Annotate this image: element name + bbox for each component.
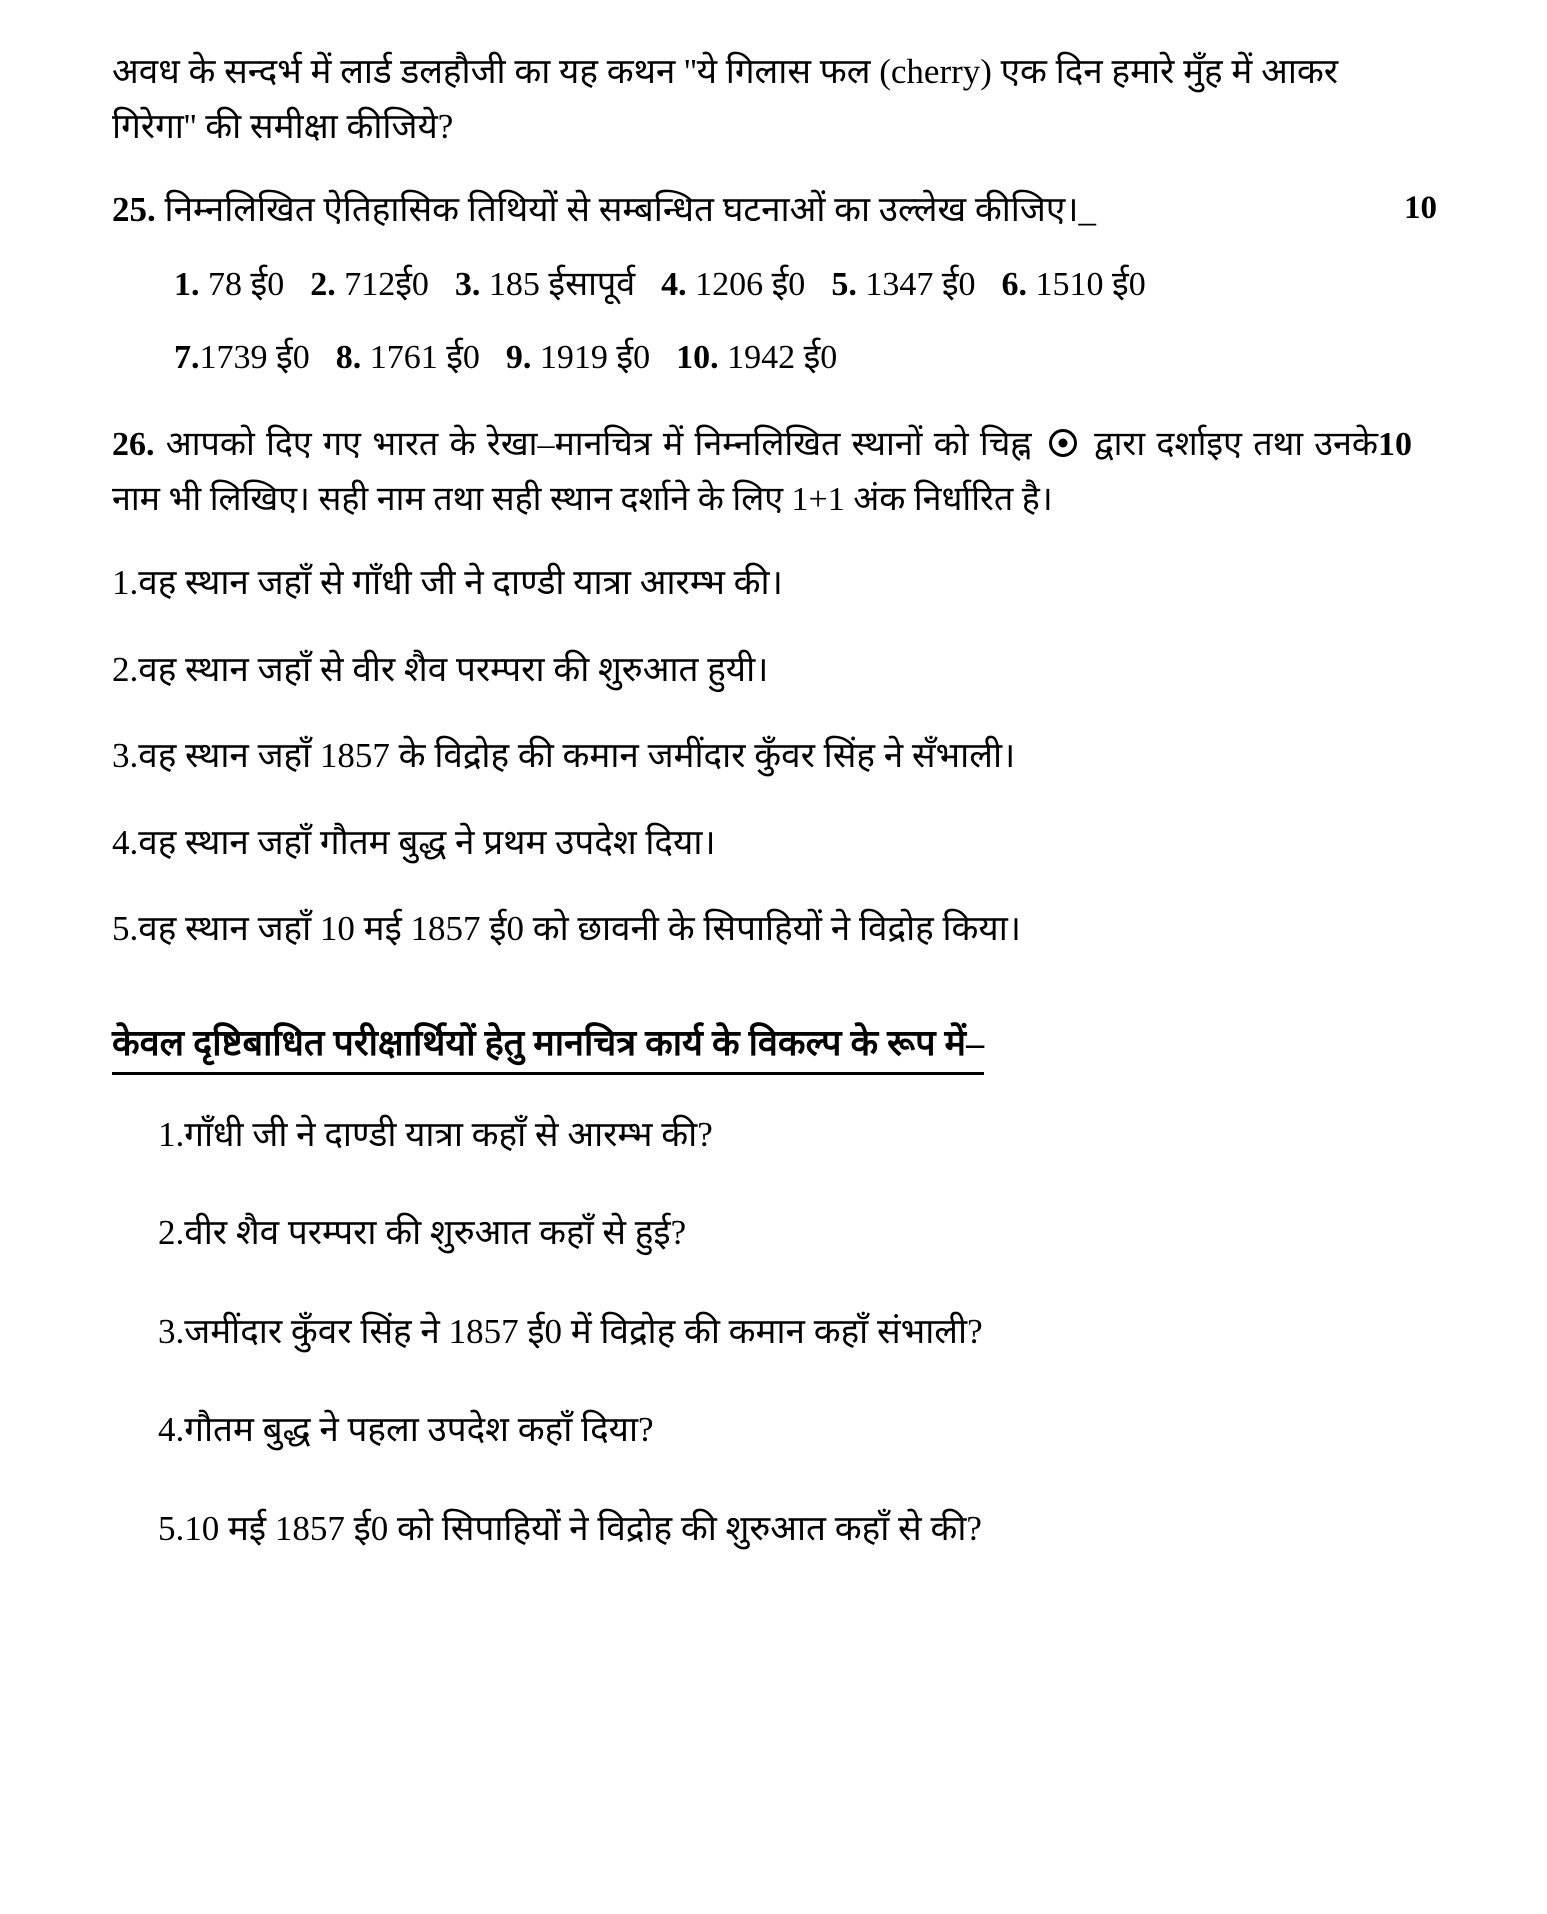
date-value: 1739 ई0 bbox=[199, 338, 310, 376]
visually-impaired-questions-list bbox=[158, 1109, 1447, 1556]
date-value: 1919 ई0 bbox=[539, 338, 651, 376]
date-value: 1347 ई0 bbox=[865, 265, 976, 303]
date-value: 1942 ई0 bbox=[727, 338, 838, 376]
alt-question-item: 5.10 मई 1857 ई0 को सिपाहियों ने विद्रोह की शुरुआत कहाँ से की? bbox=[158, 1508, 982, 1548]
date-number: 3. bbox=[454, 265, 481, 303]
date-value: 1206 ई0 bbox=[695, 265, 806, 303]
intro-question-paragraph bbox=[112, 44, 1402, 155]
date-item bbox=[676, 332, 837, 383]
date-number: 1. bbox=[174, 265, 200, 303]
question-26-text-part-1: आपको दिए गए भारत के रेखा–मानचित्र में निम्नलिखित स्थानों को चिह्न bbox=[165, 425, 1043, 463]
question-25-marks: 10 bbox=[1404, 189, 1437, 226]
question-25-number: 25. bbox=[112, 189, 156, 229]
date-item bbox=[174, 259, 284, 310]
alt-question-item: 2.वीर शैव परम्परा की शुरुआत कहाँ से हुई? bbox=[158, 1213, 687, 1252]
filled-circle-marker-icon bbox=[1049, 429, 1077, 457]
place-item: 4.वह स्थान जहाँ गौतम बुद्ध ने प्रथम उपदेश दिया। bbox=[112, 822, 716, 862]
date-item bbox=[174, 332, 310, 383]
question-26-text-part-2: द्वारा दर्शाइए तथा उनके नाम भी लिखिए। सही नाम तथा सही स्थान दर्शाने के लिए 1+1 अंक निर्धारित है। bbox=[112, 425, 1379, 518]
date-value: 1510 ई0 bbox=[1035, 265, 1146, 303]
date-number: 5. bbox=[831, 265, 857, 303]
date-number: 2. bbox=[310, 265, 336, 303]
date-item bbox=[831, 259, 975, 310]
date-item bbox=[661, 259, 805, 310]
visually-impaired-heading-wrap bbox=[112, 990, 1447, 1085]
alt-question-item: 4.गौतम बुद्ध ने पहला उपदेश कहाँ दिया? bbox=[158, 1410, 654, 1449]
question-25-row bbox=[112, 183, 1447, 237]
question-26-places-list bbox=[112, 557, 1447, 956]
date-item bbox=[455, 259, 635, 310]
date-item bbox=[1002, 259, 1146, 310]
question-25-dates-row-1 bbox=[174, 259, 1447, 310]
date-value: 1761 ई0 bbox=[369, 338, 480, 376]
intro-question-text-after: एक दिन हमारे मुँह में आकर गिरेगा'' की समीक्षा कीजिये? bbox=[112, 52, 1339, 147]
date-number: 7. bbox=[174, 338, 200, 376]
place-item: 5.वह स्थान जहाँ 10 मई 1857 ई0 को छावनी के सिपाहियों ने विद्रोह किया। bbox=[112, 909, 1022, 948]
date-item bbox=[336, 332, 480, 383]
question-26-paragraph bbox=[112, 417, 1412, 527]
visually-impaired-heading: केवल दृष्टिबाधित परीक्षार्थियों हेतु मानचित्र कार्य के विकल्प के रूप में– bbox=[112, 1016, 984, 1075]
date-number: 4. bbox=[661, 265, 687, 303]
date-number: 8. bbox=[335, 338, 362, 376]
intro-question-latin-term: (cherry) bbox=[879, 52, 992, 91]
alt-question-item: 3.जमींदार कुँवर सिंह ने 1857 ई0 में विद्रोह की कमान कहाँ संभाली? bbox=[158, 1311, 983, 1351]
place-item: 2.वह स्थान जहाँ से वीर शैव परम्परा की शुरुआत हुयी। bbox=[112, 649, 769, 689]
date-value: 712ई0 bbox=[344, 265, 429, 303]
date-number: 6. bbox=[1001, 265, 1028, 303]
place-item: 3.वह स्थान जहाँ 1857 के विद्रोह की कमान जमींदार कुँवर सिंह ने सँभाली। bbox=[112, 736, 1016, 775]
date-item bbox=[506, 332, 650, 383]
question-26-marks: 10 bbox=[1378, 425, 1412, 463]
date-number: 9. bbox=[505, 338, 532, 376]
alt-question-item: 1.गाँधी जी ने दाण्डी यात्रा कहाँ से आरम्भ की? bbox=[158, 1114, 713, 1154]
date-item bbox=[310, 259, 429, 310]
question-26-number: 26. bbox=[112, 425, 155, 463]
question-25-dates-row-2 bbox=[174, 332, 1447, 383]
date-number: 10. bbox=[676, 338, 719, 376]
place-item: 1.वह स्थान जहाँ से गाँधी जी ने दाण्डी यात्रा आरम्भ की। bbox=[112, 563, 783, 602]
intro-question-text-before: अवध के सन्दर्भ में लार्ड डलहौजी का यह कथन ''ये गिलास फल bbox=[112, 52, 880, 91]
question-25-text bbox=[112, 183, 1349, 237]
date-value: 185 ईसापूर्व bbox=[488, 265, 636, 303]
date-value: 78 ई0 bbox=[208, 265, 285, 303]
question-25-body: निम्नलिखित ऐतिहासिक तिथियों से सम्बन्धित घटनाओं का उल्लेख कीजिए।_ bbox=[164, 189, 1096, 229]
